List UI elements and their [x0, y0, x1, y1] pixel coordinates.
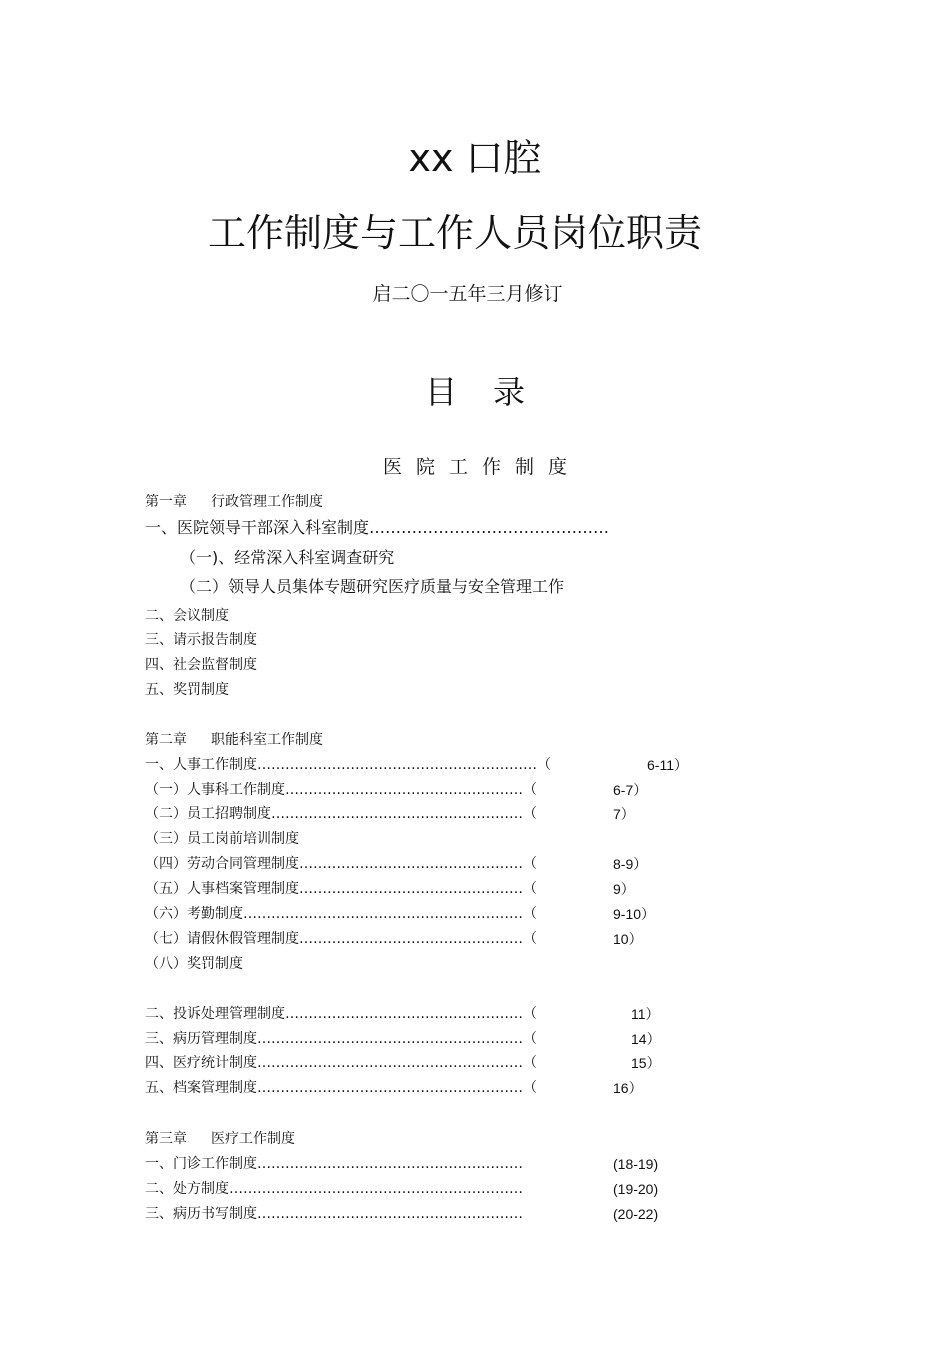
- page-ref: 16）: [613, 1080, 643, 1096]
- document-subtitle: 工作制度与工作人员岗位职责: [207, 211, 702, 255]
- page-ref: 7）: [613, 806, 635, 822]
- toc-subentry: （四）劳动合同管理制度…………………………………………（: [145, 856, 537, 872]
- chapter-name: 医疗工作制度: [211, 1131, 295, 1147]
- toc-subentry: （一）人事科工作制度……………………………………………（: [145, 782, 537, 798]
- toc-entry: 三、请示报告制度: [145, 632, 257, 648]
- toc-entry: 二、投诉处理管理制度……………………………………………（: [145, 1006, 537, 1022]
- section-title: 医院工作制度: [382, 456, 581, 478]
- page-ref: 6-7）: [613, 782, 648, 798]
- toc-entry: 一、人事工作制度……………………………………………………（: [145, 757, 551, 773]
- document-title: xx 口腔: [408, 136, 542, 180]
- toc-subentry: （二）员工招聘制度………………………………………………（: [145, 806, 537, 822]
- chapter-name: 职能科室工作制度: [211, 732, 323, 748]
- page-ref: 15）: [631, 1055, 661, 1071]
- toc-entry: 二、会议制度: [145, 608, 229, 624]
- chapter-1-heading: [145, 492, 323, 512]
- toc-entry: 五、奖罚制度: [145, 682, 229, 698]
- revision-date: 启二〇一五年三月修订: [372, 283, 563, 305]
- toc-entry: 一、医院领导干部深入科室制度………………………………………: [145, 518, 610, 537]
- toc-subentry: （五）人事档案管理制度…………………………………………（: [145, 881, 537, 897]
- toc-subentry: （二）领导人员集体专题研究医疗质量与安全管理工作: [180, 577, 565, 596]
- page-ref: 14）: [631, 1031, 661, 1047]
- toc-entry: 四、医疗统计制度…………………………………………………（: [145, 1055, 537, 1071]
- toc-entry: 二、处方制度………………………………………………………: [145, 1181, 523, 1197]
- toc-entry: 四、社会监督制度: [145, 657, 257, 673]
- chapter-2-heading: [145, 730, 323, 750]
- page-ref: (18-19): [613, 1156, 659, 1172]
- page-ref: (20-22): [613, 1206, 659, 1222]
- chapter-number: 第三章: [145, 1131, 187, 1147]
- page-ref: (19-20): [613, 1181, 659, 1197]
- toc-subentry: （一)、经常深入科室调查研究: [180, 548, 395, 567]
- page-ref: 10）: [613, 931, 643, 947]
- page-ref: 6-11）: [647, 757, 688, 773]
- chapter-name: 行政管理工作制度: [211, 494, 323, 510]
- toc-subentry: （六）考勤制度……………………………………………………（: [145, 906, 537, 922]
- chapter-number: 第二章: [145, 732, 187, 748]
- toc-entry: 一、门诊工作制度…………………………………………………: [145, 1156, 523, 1172]
- page-ref: 8-9）: [613, 856, 648, 872]
- toc-subentry: （七）请假休假管理制度…………………………………………（: [145, 931, 537, 947]
- toc-title: 目录: [424, 373, 561, 411]
- page-ref: 11）: [631, 1006, 660, 1022]
- toc-entry: 三、病历书写制度…………………………………………………: [145, 1206, 523, 1222]
- page-ref: 9）: [613, 881, 635, 897]
- chapter-number: 第一章: [145, 494, 187, 510]
- chapter-3-heading: [145, 1129, 295, 1149]
- toc-subentry: （八）奖罚制度: [145, 956, 243, 972]
- toc-entry: 三、病历管理制度…………………………………………………（: [145, 1031, 537, 1047]
- toc-entry: 五、档案管理制度…………………………………………………（: [145, 1080, 537, 1096]
- toc-subentry: （三）员工岗前培训制度: [145, 831, 299, 847]
- page-ref: 9-10）: [613, 906, 656, 922]
